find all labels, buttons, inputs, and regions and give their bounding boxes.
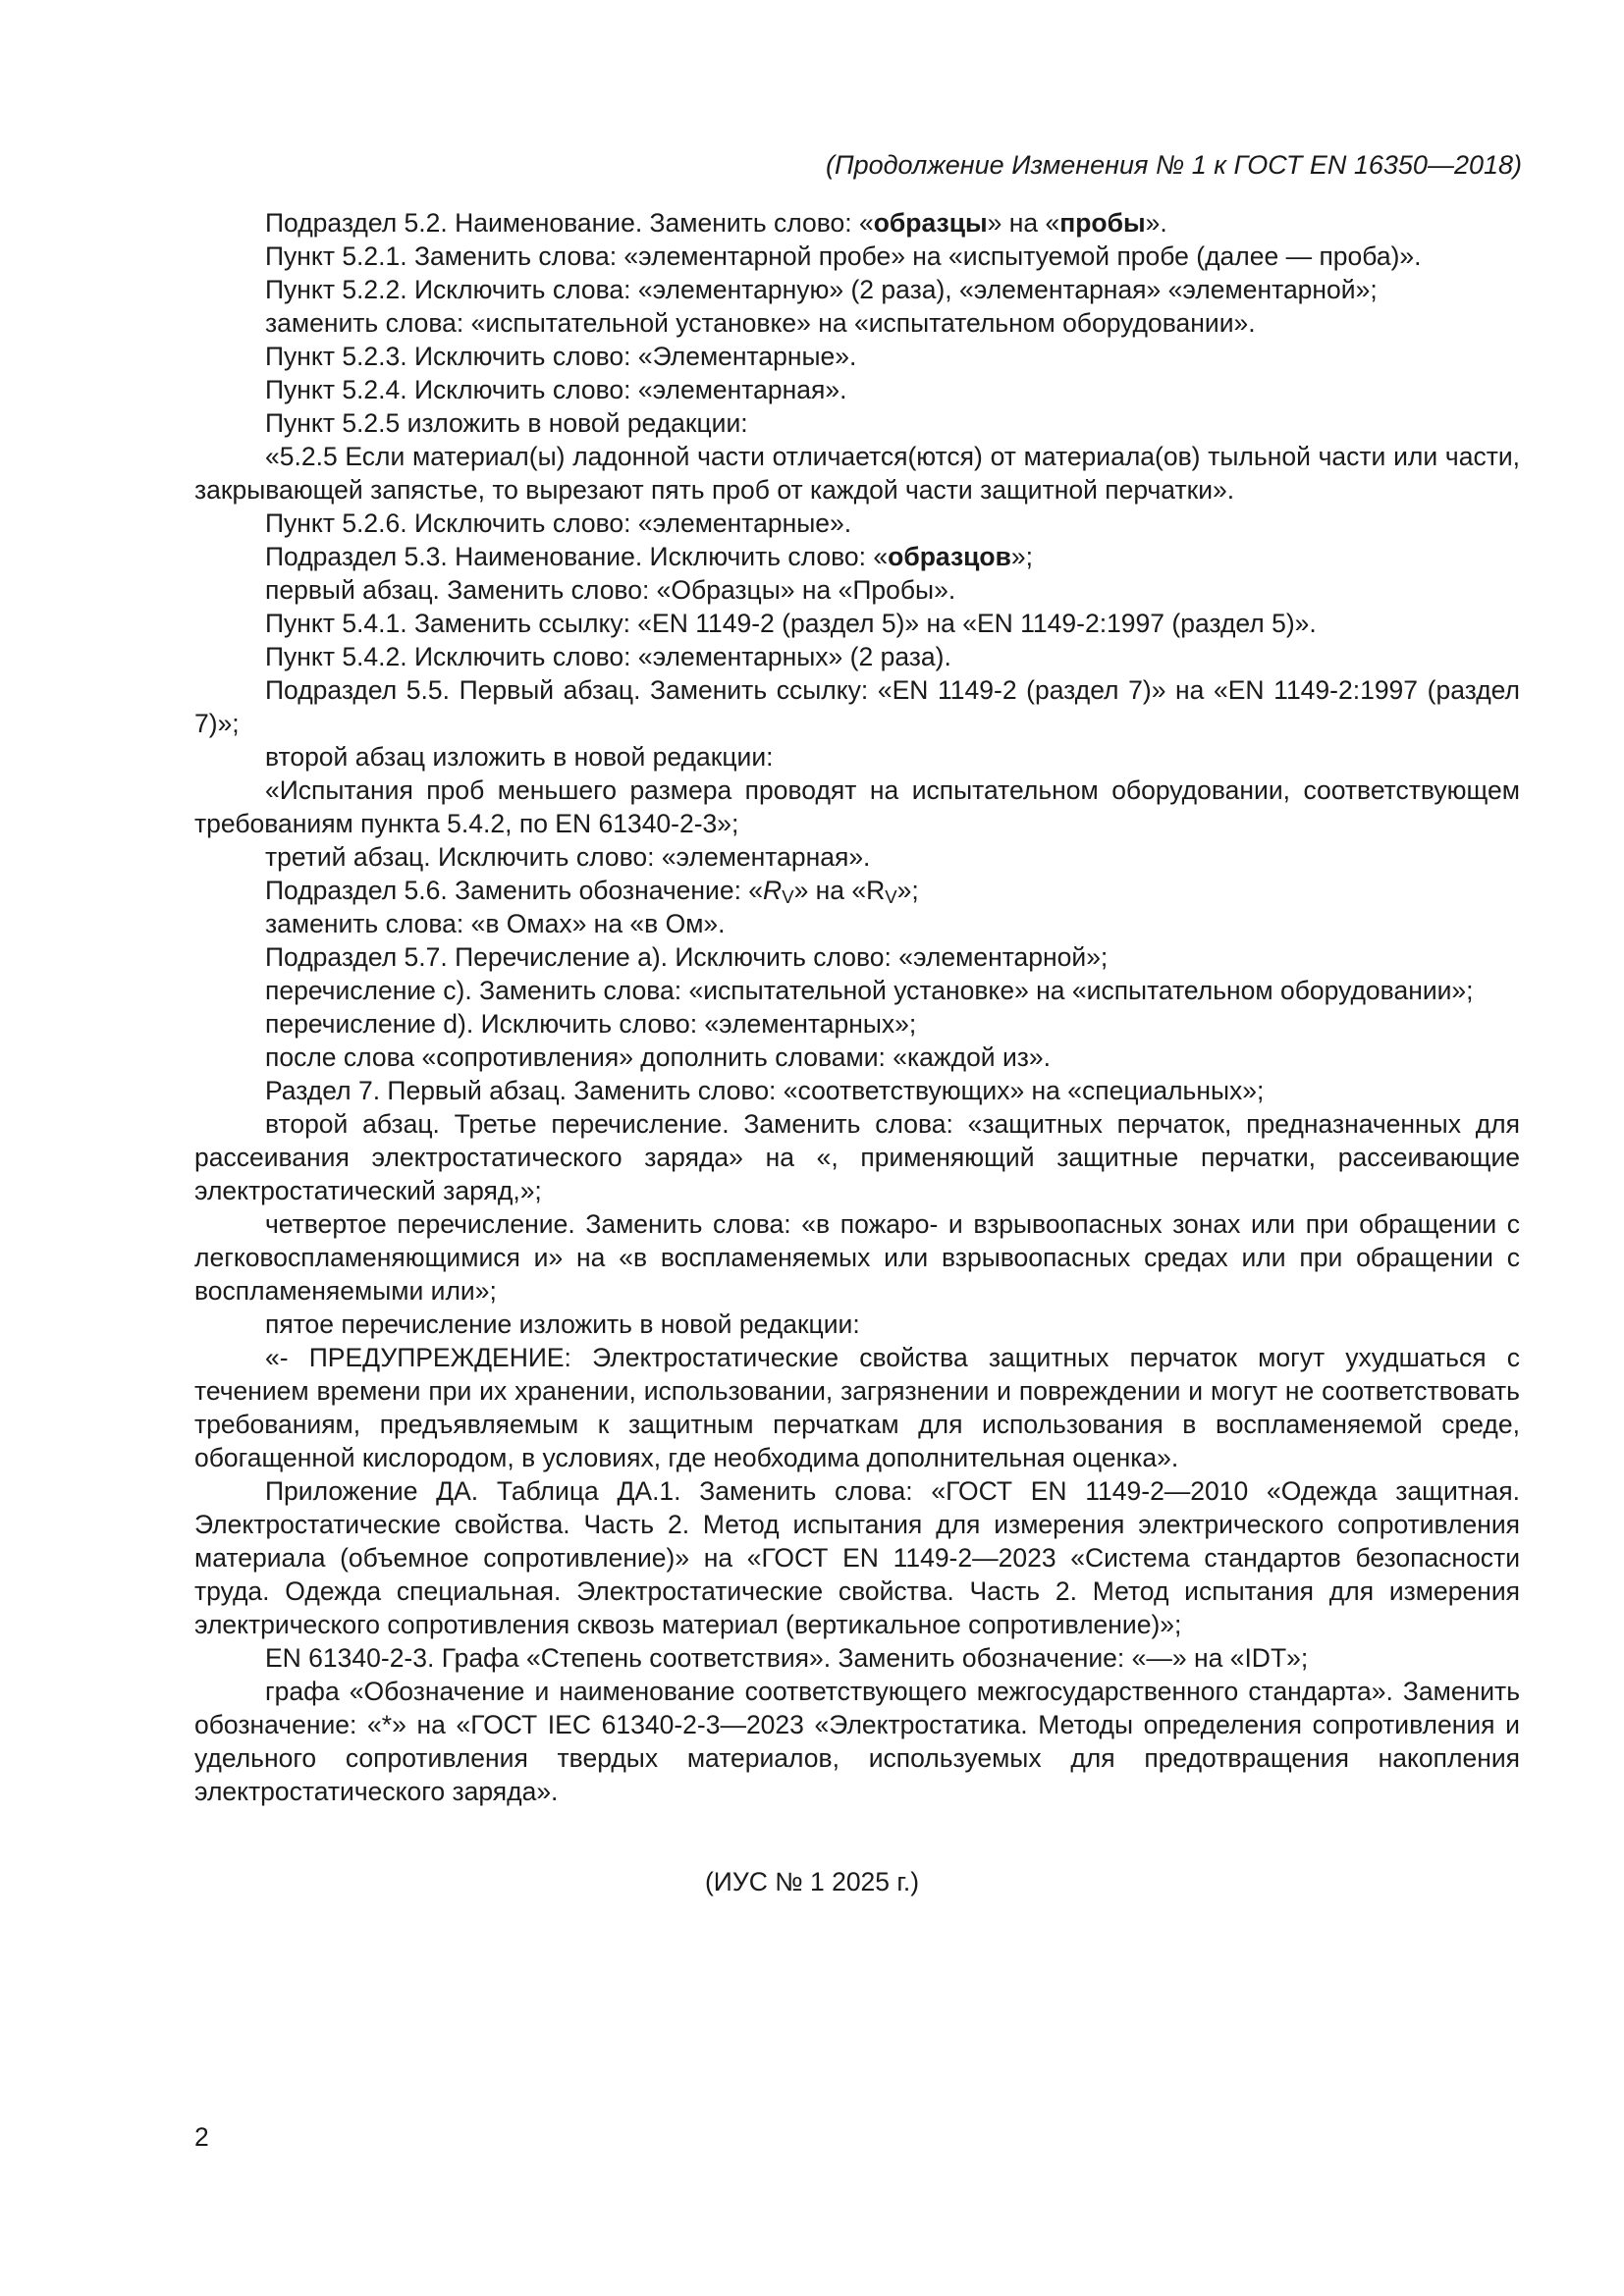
paragraph: «Испытания проб меньшего размера проводят на испытательном оборудовании, соответствующем требованиям пункта 5.4.2, по EN 61340-2-3»; — [194, 775, 1520, 838]
running-header: (Продолжение Изменения № 1 к ГОСТ EN 16350—2018) — [826, 150, 1522, 180]
bold-term: образцов — [888, 542, 1011, 571]
text-run: Подраздел 5.2. Наименование. Заменить слово: « — [265, 208, 874, 238]
paragraph: Пункт 5.2.6. Исключить слово: «элементарные». — [265, 508, 852, 538]
paragraph: Пункт 5.2.3. Исключить слово: «Элементарные». — [265, 342, 857, 371]
italic-symbol: R — [763, 876, 783, 905]
paragraph — [194, 874, 1520, 907]
text-run: »; — [896, 876, 919, 905]
paragraph: Приложение ДА. Таблица ДА.1. Заменить слова: «ГОСТ EN 1149-2—2010 «Одежда защитная. Электростатические свойства. Часть 2. Метод испытания для измерения электрического сопротивления материала (объемное сопротивление)» на «ГОСТ EN 1149-2—2023 «Система стандартов безопасности труда. Одежда специальная. Электростатические свойства. Часть 2. Метод испытания для измерения электрического сопротивления сквозь материал (вертикальное сопротивление)»; — [194, 1476, 1520, 1639]
paragraph: второй абзац. Третье перечисление. Заменить слова: «защитных перчаток, предназначенных для рассеивания электростатического заряда» на «, применяющий защитные перчатки, рассеивающие электростатический заряд,»; — [194, 1109, 1520, 1205]
bold-term: образцы — [873, 208, 988, 238]
paragraph: пятое перечисление изложить в новой редакции: — [265, 1309, 860, 1339]
text-run: » на « — [987, 208, 1060, 238]
publication-note: (ИУС № 1 2025 г.) — [704, 1867, 920, 1896]
text-run: » на «R — [793, 876, 886, 905]
document-body — [194, 206, 1520, 1808]
paragraph: первый абзац. Заменить слово: «Образцы» на «Пробы». — [265, 575, 956, 605]
paragraph: Пункт 5.4.1. Заменить ссылку: «EN 1149-2 (раздел 5)» на «EN 1149-2:1997 (раздел 5)». — [265, 609, 1317, 638]
paragraph: Пункт 5.2.5 изложить в новой редакции: — [265, 408, 748, 438]
paragraph: четвертое перечисление. Заменить слова: «в пожаро- и взрывоопасных зонах или при обращении с легковоспламеняющимися и» на «в воспламеняемых или взрывоопасных средах или при обращении с воспламеняемыми или»; — [194, 1209, 1520, 1306]
text-run: »; — [1010, 542, 1033, 571]
subscript: V — [885, 886, 897, 907]
paragraph: Пункт 5.4.2. Исключить слово: «элементарных» (2 раза). — [265, 642, 951, 671]
text-run: ». — [1145, 208, 1167, 238]
paragraph: третий абзац. Исключить слово: «элементарная». — [265, 842, 871, 872]
paragraph: перечисление d). Исключить слово: «элементарных»; — [265, 1009, 917, 1039]
page-number: 2 — [194, 2122, 209, 2152]
paragraph: «5.2.5 Если материал(ы) ладонной части отличается(ются) от материала(ов) тыльной части или части, закрывающей запястье, то вырезают пять проб от каждой части защитной перчатки». — [194, 442, 1520, 505]
subscript: V — [782, 886, 794, 907]
paragraph — [194, 540, 1520, 573]
paragraph: EN 61340-2-3. Графа «Степень соответствия». Заменить обозначение: «—» на «IDT»; — [265, 1643, 1309, 1673]
paragraph: второй абзац изложить в новой редакции: — [265, 742, 774, 772]
paragraph: Пункт 5.2.1. Заменить слова: «элементарной пробе» на «испытуемой пробе (далее — проба)». — [265, 241, 1422, 271]
text-run: Подраздел 5.3. Наименование. Исключить слово: « — [265, 542, 889, 571]
text-run: Подраздел 5.6. Заменить обозначение: « — [265, 876, 764, 905]
paragraph: заменить слова: «в Омах» на «в Ом». — [265, 909, 726, 938]
paragraph: графа «Обозначение и наименование соответствующего межгосударственного стандарта». Заменить обозначение: «*» на «ГОСТ IEC 61340-2-3—2023 «Электростатика. Методы определения сопротивления и удельного сопротивления твердых материалов, используемых для предотвращения накопления электростатического заряда». — [194, 1677, 1520, 1806]
paragraph: заменить слова: «испытательной установке» на «испытательном оборудовании». — [265, 308, 1256, 338]
paragraph: Подраздел 5.5. Первый абзац. Заменить ссылку: «EN 1149-2 (раздел 7)» на «EN 1149-2:1997 (раздел 7)»; — [194, 675, 1520, 738]
paragraph: Раздел 7. Первый абзац. Заменить слово: «соответствующих» на «специальных»; — [265, 1076, 1265, 1105]
paragraph: Подраздел 5.7. Перечисление а). Исключить слово: «элементарной»; — [265, 942, 1109, 972]
paragraph: «- ПРЕДУПРЕЖДЕНИЕ: Электростатические свойства защитных перчаток могут ухудшаться с течением времени при их хранении, использовании, загрязнении и повреждении и могут не соответствовать требованиям, предъявляемым к защитным перчаткам для использования в воспламеняемой среде, обогащенной кислородом, в условиях, где необходима дополнительная оценка». — [194, 1343, 1520, 1472]
paragraph: перечисление c). Заменить слова: «испытательной установке» на «испытательном оборудовании»; — [265, 976, 1474, 1005]
paragraph: после слова «сопротивления» дополнить словами: «каждой из». — [265, 1042, 1052, 1072]
paragraph: Пункт 5.2.2. Исключить слова: «элементарную» (2 раза), «элементарная» «элементарной»; — [265, 275, 1378, 304]
bold-term: пробы — [1059, 208, 1146, 238]
paragraph — [194, 206, 1520, 240]
paragraph: Пункт 5.2.4. Исключить слово: «элементарная». — [265, 375, 847, 404]
